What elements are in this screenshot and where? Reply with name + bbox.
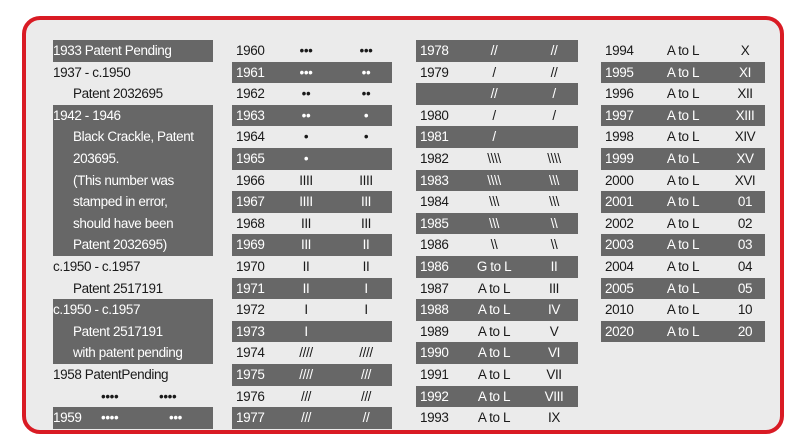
- code-cell-b: II: [362, 237, 370, 253]
- code-row: [416, 321, 578, 343]
- code-cell-b: III: [360, 215, 372, 231]
- code-row: [232, 321, 392, 343]
- code-cell-b: II: [550, 259, 558, 274]
- code-row: [601, 256, 765, 278]
- code-cell-b: X: [740, 43, 750, 58]
- code-row: [601, 170, 765, 192]
- code-row: [601, 191, 765, 213]
- code-row: [416, 256, 578, 278]
- code-cell-b: 05: [737, 280, 753, 296]
- year-cell: 2020: [605, 323, 634, 339]
- code-cell-b: V: [549, 323, 559, 339]
- year-cell: 1987: [420, 280, 449, 296]
- year-cell: 1995: [605, 64, 634, 80]
- code-cell-b: \\: [550, 215, 558, 231]
- code-row: [416, 148, 578, 170]
- year-cell: 1972: [236, 302, 265, 318]
- code-cell-b: \\\: [548, 194, 560, 210]
- code-cell-b: 02: [737, 215, 753, 231]
- code-row: [232, 191, 392, 213]
- year-cell: 1976: [236, 388, 265, 404]
- code-row: [232, 213, 392, 235]
- code-cell-a: •••: [299, 43, 313, 58]
- year-cell: 1979: [420, 64, 449, 80]
- code-cell-a: A to L: [477, 302, 511, 318]
- year-cell: 1970: [236, 259, 265, 274]
- code-cell-a: III: [300, 215, 312, 231]
- code-cell-a: II: [302, 259, 310, 274]
- code-cell-b: XII: [737, 86, 753, 102]
- code-row: [232, 126, 392, 148]
- year-cell: 1983: [420, 172, 449, 188]
- legend-row-1958-marks: •••• ••••: [101, 388, 177, 404]
- code-cell-b: •: [363, 129, 369, 145]
- year-cell: 1969: [236, 237, 265, 253]
- legend-block-1950-pending: [53, 299, 213, 364]
- code-cell-b: XIV: [734, 129, 756, 145]
- code-cell-a: A to L: [477, 410, 511, 426]
- code-row: [232, 386, 392, 408]
- code-row: [601, 148, 765, 170]
- year-cell: 1984: [420, 194, 449, 210]
- code-row: [601, 299, 765, 321]
- code-cell-b: VI: [548, 345, 560, 361]
- code-cell-a: ////: [299, 345, 313, 361]
- code-cell-b: ••: [361, 64, 371, 80]
- code-cell-b: III: [548, 280, 560, 296]
- code-row: [601, 40, 765, 62]
- code-cell-a: A to L: [666, 259, 700, 274]
- legend-row-1950: c.1950 - c.1957: [53, 259, 141, 274]
- code-cell-a: A to L: [477, 280, 511, 296]
- block-1942-line: (This number was: [73, 172, 174, 188]
- code-row: [601, 321, 765, 343]
- year-cell: 2001: [605, 194, 634, 210]
- year-cell: 1986: [420, 259, 449, 274]
- year-cell: 1980: [420, 107, 449, 123]
- year-cell: 1975: [236, 367, 265, 382]
- year-cell: 1963: [236, 107, 265, 123]
- code-cell-a: \\: [490, 237, 498, 253]
- code-cell-b: 10: [737, 302, 753, 318]
- year-cell: 2010: [605, 302, 634, 318]
- code-cell-b: 20: [737, 323, 753, 339]
- code-row: [416, 299, 578, 321]
- code-cell-b: VIII: [544, 388, 564, 404]
- code-cell-b: II: [362, 259, 370, 274]
- code-cell-b: //: [362, 410, 370, 426]
- code-cell-a: \\\\: [487, 172, 501, 188]
- year-cell: 1985: [420, 215, 449, 231]
- year-cell: 1991: [420, 367, 449, 382]
- year-cell: 1998: [605, 129, 634, 145]
- code-cell-b: VII: [546, 367, 562, 382]
- code-row: [601, 126, 765, 148]
- year-cell: 1997: [605, 107, 634, 123]
- code-cell-a: A to L: [666, 151, 700, 166]
- code-cell-b: ////: [359, 345, 373, 361]
- code-cell-a: A to L: [666, 64, 700, 80]
- code-row: [232, 170, 392, 192]
- code-row: [416, 213, 578, 235]
- code-row: [416, 364, 578, 386]
- code-cell-b: //: [550, 64, 558, 80]
- block-1942-line: stamped in error,: [73, 194, 168, 210]
- code-cell-b: ///: [360, 367, 372, 382]
- legend-row-1937: 1937 - c.1950: [53, 64, 131, 80]
- code-row: [416, 407, 578, 429]
- year-cell: 1971: [236, 280, 265, 296]
- code-cell-b: ///: [360, 388, 372, 404]
- year-cell: 1964: [236, 129, 265, 145]
- code-cell-b: //: [550, 43, 558, 58]
- code-cell-a: //: [490, 43, 498, 58]
- year-cell: 1986: [420, 237, 449, 253]
- code-cell-a: A to L: [666, 43, 700, 58]
- year-cell: 2000: [605, 172, 634, 188]
- year-cell: 1993: [420, 410, 449, 426]
- code-row: [416, 278, 578, 300]
- code-cell-a: /: [492, 129, 496, 145]
- code-cell-b: ••: [361, 86, 371, 102]
- block-1950-line: c.1950 - c.1957: [53, 302, 141, 318]
- block-1942-line: 203695.: [73, 150, 119, 166]
- date-code-card: [22, 16, 784, 434]
- year-cell: 1961: [236, 64, 265, 80]
- code-cell-b: \\: [550, 237, 558, 253]
- code-cell-a: \\\\: [487, 151, 501, 166]
- code-row: [416, 342, 578, 364]
- code-row: [232, 299, 392, 321]
- code-cell-a: IIII: [299, 194, 313, 210]
- year-cell: 1982: [420, 151, 449, 166]
- block-1950-line: with patent pending: [73, 345, 183, 361]
- code-cell-b: •: [363, 107, 369, 123]
- year-cell: 1990: [420, 345, 449, 361]
- code-row: [601, 62, 765, 84]
- code-cell-a: /: [492, 64, 496, 80]
- code-row: [416, 386, 578, 408]
- code-row: [601, 234, 765, 256]
- code-row: [232, 62, 392, 84]
- code-cell-a: \\\: [488, 215, 500, 231]
- code-cell-a: ///: [300, 388, 312, 404]
- code-cell-a: IIII: [299, 172, 313, 188]
- code-row: [232, 278, 392, 300]
- year-cell: 1960: [236, 43, 265, 58]
- code-row: [232, 234, 392, 256]
- year-cell: 1992: [420, 388, 449, 404]
- code-cell-b: IX: [548, 410, 560, 426]
- year-cell: 2002: [605, 215, 634, 231]
- code-cell-a: A to L: [666, 237, 700, 253]
- code-row: [601, 105, 765, 127]
- code-row: [232, 40, 392, 62]
- code-cell-a: ••: [301, 107, 311, 123]
- code-cell-a: A to L: [666, 107, 700, 123]
- legend-row-1959: 1959 •••• •••: [53, 407, 213, 429]
- year-cell: 1989: [420, 323, 449, 339]
- year-cell: 1962: [236, 86, 265, 102]
- code-cell-a: A to L: [477, 323, 511, 339]
- code-row: [232, 148, 392, 170]
- legend-row-1937-patent: Patent 2032695: [73, 86, 163, 102]
- block-1942-line: should have been: [73, 215, 174, 231]
- code-cell-a: A to L: [477, 388, 511, 404]
- legend-row-1950-patent: Patent 2517191: [73, 280, 163, 296]
- code-cell-b: IV: [548, 302, 560, 318]
- code-row: [416, 105, 578, 127]
- code-cell-a: \\\: [488, 194, 500, 210]
- year-cell: 1999: [605, 151, 634, 166]
- legend-block-1942: [53, 105, 213, 256]
- code-cell-b: IIII: [359, 172, 373, 188]
- block-1950-line: Patent 2517191: [73, 323, 163, 339]
- code-cell-a: I: [304, 323, 308, 339]
- code-cell-a: //: [490, 86, 498, 102]
- code-cell-a: III: [300, 237, 312, 253]
- code-cell-a: I: [304, 302, 308, 318]
- code-cell-a: ///: [300, 410, 312, 426]
- year-cell: 1981: [420, 129, 449, 145]
- year-cell: 1996: [605, 86, 634, 102]
- code-row: [232, 364, 392, 386]
- code-cell-a: •: [303, 151, 309, 166]
- code-cell-b: 04: [737, 259, 753, 274]
- code-cell-a: G to L: [476, 259, 512, 274]
- code-row: [416, 126, 578, 148]
- code-cell-a: A to L: [477, 367, 511, 382]
- code-row: [232, 342, 392, 364]
- code-cell-a: A to L: [666, 323, 700, 339]
- year-cell: 1966: [236, 172, 265, 188]
- code-row: [601, 278, 765, 300]
- year-cell: 1988: [420, 302, 449, 318]
- code-row: [416, 170, 578, 192]
- code-cell-a: A to L: [666, 194, 700, 210]
- code-cell-b: I: [364, 302, 368, 318]
- code-cell-a: II: [302, 280, 310, 296]
- code-cell-a: A to L: [666, 86, 700, 102]
- legend-row-1933: 1933 Patent Pending: [53, 40, 213, 62]
- code-cell-a: A to L: [666, 129, 700, 145]
- year-cell: 1978: [420, 43, 449, 58]
- year-cell: 2003: [605, 237, 634, 253]
- code-cell-b: /: [552, 107, 556, 123]
- code-row: [232, 256, 392, 278]
- code-cell-b: \\\\: [547, 151, 561, 166]
- code-row: [416, 62, 578, 84]
- year-cell: 1965: [236, 151, 265, 166]
- code-cell-b: /: [552, 86, 556, 102]
- code-cell-b: XVI: [734, 172, 756, 188]
- code-cell-a: A to L: [666, 172, 700, 188]
- year-cell: 1994: [605, 43, 634, 58]
- block-1942-line: Patent 2032695): [73, 237, 167, 253]
- code-cell-a: •••: [299, 64, 313, 80]
- code-cell-a: A to L: [666, 302, 700, 318]
- block-1942-line: 1942 - 1946: [53, 107, 121, 123]
- block-1942-line: Black Crackle, Patent: [73, 129, 194, 145]
- year-cell: 1974: [236, 345, 265, 361]
- year-cell: 2005: [605, 280, 634, 296]
- code-row: [601, 83, 765, 105]
- year-cell: 1973: [236, 323, 265, 339]
- code-cell-b: XV: [736, 151, 754, 166]
- code-cell-b: •••: [359, 43, 373, 58]
- code-cell-b: XI: [739, 64, 751, 80]
- code-cell-b: III: [360, 194, 372, 210]
- year-cell: 1977: [236, 410, 265, 426]
- code-row: [232, 83, 392, 105]
- code-row: [232, 105, 392, 127]
- code-cell-b: \\\: [548, 172, 560, 188]
- code-row: [416, 234, 578, 256]
- code-cell-b: I: [364, 280, 368, 296]
- code-cell-a: ////: [299, 367, 313, 382]
- year-cell: 1968: [236, 215, 265, 231]
- code-cell-a: A to L: [477, 345, 511, 361]
- code-cell-a: /: [492, 107, 496, 123]
- year-cell: 2004: [605, 259, 634, 274]
- code-cell-b: XIII: [735, 107, 755, 123]
- year-cell: 1967: [236, 194, 265, 210]
- code-cell-a: ••: [301, 86, 311, 102]
- code-row: [232, 407, 392, 429]
- code-row: [416, 83, 578, 105]
- code-cell-a: A to L: [666, 215, 700, 231]
- code-cell-b: 03: [737, 237, 753, 253]
- code-row: [416, 191, 578, 213]
- code-cell-a: •: [303, 129, 309, 145]
- code-row: [601, 213, 765, 235]
- code-row: [416, 40, 578, 62]
- code-cell-b: 01: [737, 194, 753, 210]
- code-cell-a: A to L: [666, 280, 700, 296]
- legend-row-1958: 1958 PatentPending: [53, 367, 169, 382]
